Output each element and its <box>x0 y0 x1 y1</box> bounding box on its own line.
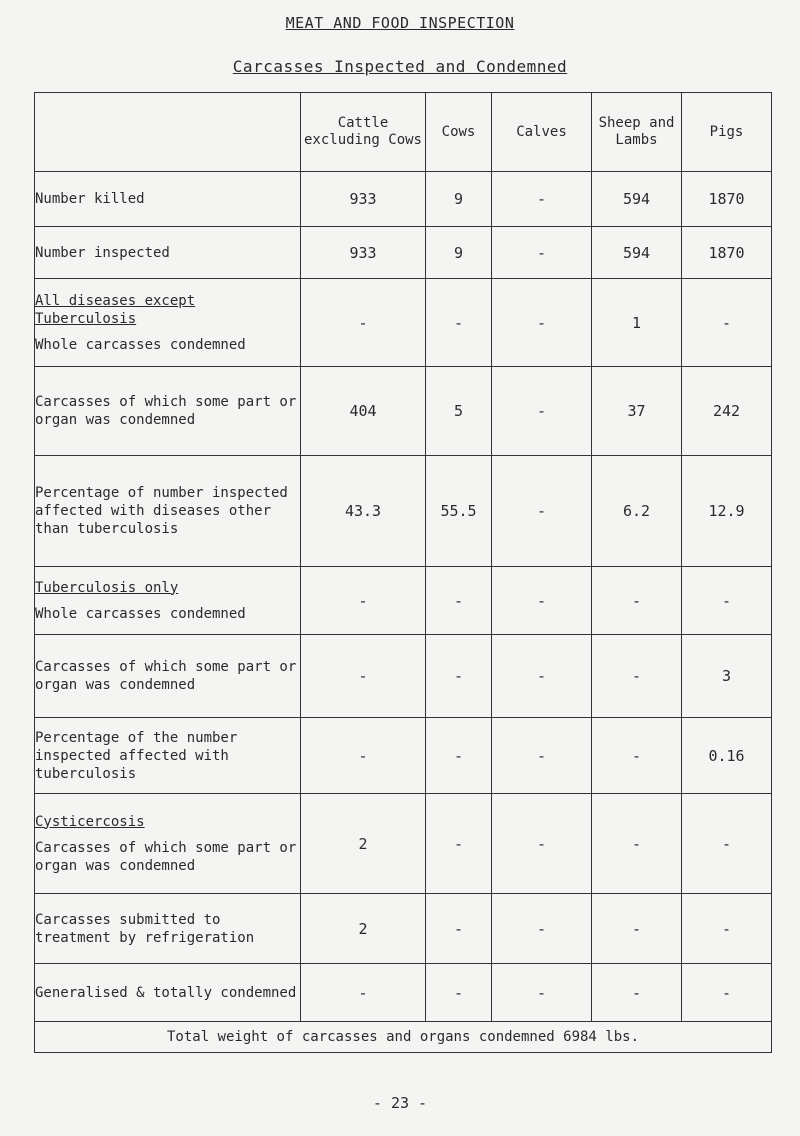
row-label: Carcasses of which some part or organ was condemned <box>35 839 297 874</box>
table-row <box>35 635 772 718</box>
row-label-cell <box>35 279 301 367</box>
cell-pigs: 3 <box>682 635 772 718</box>
cell-cows: 5 <box>426 367 492 456</box>
cell-calves: - <box>492 367 592 456</box>
cell-calves: - <box>492 635 592 718</box>
cell-pigs: - <box>682 894 772 964</box>
cell-cattle: 404 <box>301 367 426 456</box>
cell-sheep: - <box>592 894 682 964</box>
row-label: Carcasses of which some part or organ was condemned <box>35 635 301 718</box>
cell-pigs: - <box>682 567 772 635</box>
column-header-calves: Calves <box>492 93 592 172</box>
cell-cattle: - <box>301 567 426 635</box>
page-number: - 23 - <box>372 1094 428 1112</box>
cell-cattle: 2 <box>301 894 426 964</box>
section-heading: All diseases except Tuberculosis <box>35 292 196 327</box>
row-label: Whole carcasses condemned <box>35 605 246 622</box>
cell-cattle: - <box>301 718 426 794</box>
cell-cattle: - <box>301 635 426 718</box>
cell-cows: - <box>426 279 492 367</box>
cell-calves: - <box>492 964 592 1022</box>
row-label: Generalised & totally condemned <box>35 964 301 1022</box>
cell-pigs: 1870 <box>682 227 772 279</box>
table-row <box>35 964 772 1022</box>
cell-cows: - <box>426 794 492 894</box>
cell-sheep: 6.2 <box>592 456 682 567</box>
section-heading: Tuberculosis only <box>35 579 179 596</box>
cell-sheep: 1 <box>592 279 682 367</box>
page-title: MEAT AND FOOD INSPECTION <box>285 14 515 32</box>
column-header-blank <box>35 93 301 172</box>
column-header-cows: Cows <box>426 93 492 172</box>
cell-sheep: - <box>592 567 682 635</box>
cell-sheep: 594 <box>592 227 682 279</box>
cell-calves: - <box>492 894 592 964</box>
cell-calves: - <box>492 172 592 227</box>
row-label: Number inspected <box>35 227 301 279</box>
cell-calves: - <box>492 718 592 794</box>
cell-sheep: 594 <box>592 172 682 227</box>
section-heading: Cysticercosis <box>35 813 145 830</box>
total-weight: Total weight of carcasses and organs condemned 6984 lbs. <box>35 1022 772 1053</box>
cell-cows: - <box>426 718 492 794</box>
column-header-cattle: Cattle excluding Cows <box>301 93 426 172</box>
table-total-row <box>35 1022 772 1053</box>
cell-calves: - <box>492 794 592 894</box>
inspection-table <box>34 92 772 1053</box>
column-header-sheep: Sheep and Lambs <box>592 93 682 172</box>
cell-pigs: - <box>682 964 772 1022</box>
row-label: Percentage of the number inspected affected with tuberculosis <box>35 718 301 794</box>
cell-pigs: 12.9 <box>682 456 772 567</box>
cell-cows: 9 <box>426 172 492 227</box>
row-label: Number killed <box>35 172 301 227</box>
table-row <box>35 456 772 567</box>
cell-calves: - <box>492 227 592 279</box>
cell-pigs: 1870 <box>682 172 772 227</box>
table-row <box>35 172 772 227</box>
cell-sheep: 37 <box>592 367 682 456</box>
table-row <box>35 894 772 964</box>
cell-cattle: - <box>301 279 426 367</box>
cell-cows: - <box>426 567 492 635</box>
cell-cattle: 933 <box>301 227 426 279</box>
table-row <box>35 227 772 279</box>
page-subtitle: Carcasses Inspected and Condemned <box>232 57 568 76</box>
cell-cows: 55.5 <box>426 456 492 567</box>
cell-pigs: 0.16 <box>682 718 772 794</box>
cell-sheep: - <box>592 635 682 718</box>
table-row <box>35 567 772 635</box>
cell-cows: - <box>426 635 492 718</box>
cell-calves: - <box>492 456 592 567</box>
row-label: Percentage of number inspected affected with diseases other than tuberculosis <box>35 456 301 567</box>
table-header-row <box>35 93 772 172</box>
cell-pigs: 242 <box>682 367 772 456</box>
row-label: Whole carcasses condemned <box>35 336 246 353</box>
cell-sheep: - <box>592 794 682 894</box>
table-row <box>35 718 772 794</box>
cell-calves: - <box>492 279 592 367</box>
table-row <box>35 279 772 367</box>
cell-cattle: 2 <box>301 794 426 894</box>
cell-sheep: - <box>592 964 682 1022</box>
cell-calves: - <box>492 567 592 635</box>
cell-sheep: - <box>592 718 682 794</box>
row-label: Carcasses submitted to treatment by refrigeration <box>35 894 301 964</box>
cell-cows: - <box>426 894 492 964</box>
cell-cattle: 933 <box>301 172 426 227</box>
cell-cows: 9 <box>426 227 492 279</box>
column-header-pigs: Pigs <box>682 93 772 172</box>
cell-pigs: - <box>682 279 772 367</box>
cell-cows: - <box>426 964 492 1022</box>
row-label: Carcasses of which some part or organ was condemned <box>35 367 301 456</box>
table-row <box>35 367 772 456</box>
row-label-cell <box>35 567 301 635</box>
cell-cattle: 43.3 <box>301 456 426 567</box>
row-label-cell <box>35 794 301 894</box>
cell-cattle: - <box>301 964 426 1022</box>
cell-pigs: - <box>682 794 772 894</box>
table-row <box>35 794 772 894</box>
